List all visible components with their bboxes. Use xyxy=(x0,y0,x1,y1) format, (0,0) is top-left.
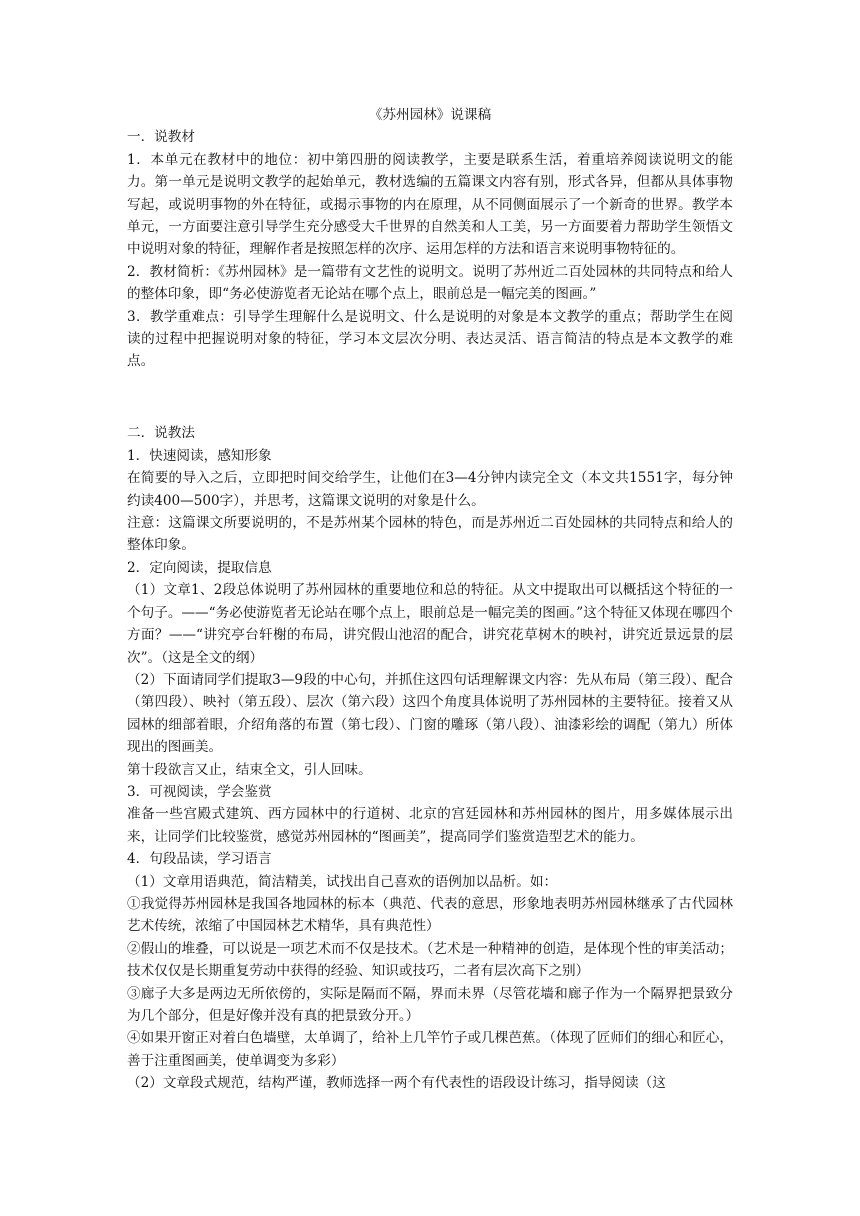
document-body xyxy=(127,126,733,1094)
paragraph: 3．教学重难点：引导学生理解什么是说明文、什么是说明的对象是本文教学的重点；帮助学生在阅读的过程中把握说明对象的特征，学习本文层次分明、表达灵活、语言简洁的特点是本文教学的难点。 xyxy=(127,308,733,370)
blank-line xyxy=(127,386,733,408)
paragraph: （2）文章段式规范，结构严谨，教师选择一两个有代表性的语段设计练习，指导阅读（这 xyxy=(127,1075,666,1092)
paragraph: 注意：这篇课文所要说明的，不是苏州某个园林的特色，而是苏州近二百处园林的共同特点和给人的整体印象。 xyxy=(127,515,733,554)
paragraph: ①我觉得苏州园林是我国各地园林的标本（典范、代表的意思，形象地表明苏州园林继承了古代园林艺术传统，浓缩了中国园林艺术精华，具有典范性） xyxy=(127,895,733,935)
paragraph: ④如果开窗正对着白色墙壁，太单调了，给补上几竿竹子或几棵芭蕉。（体现了匠师们的细心和匠心，善于注重图画美，使单调变为多彩） xyxy=(127,1030,733,1069)
paragraph: 一．说教材 xyxy=(127,129,195,146)
paragraph: （2）下面请同学们提取3—9段的中心句，并抓住这四句话理解课文内容：先从布局（第三段）、配合（第四段）、映衬（第五段）、层次（第六段）这四个角度具体说明了苏州园林的主要特征。接着又从园林的细部着眼，介绍角落的布置（第七段）、门窗的雕琢（第八段）、油漆彩绘的调配（第九）所体现出的图画美。 xyxy=(127,671,733,756)
paragraph: 2．定向阅读，提取信息 xyxy=(127,559,272,576)
paragraph: 二．说教法 xyxy=(127,425,195,442)
paragraph: 3．可视阅读，学会鉴赏 xyxy=(127,783,272,800)
paragraph: 2．教材简析：《苏州园林》是一篇带有文艺性的说明文。说明了苏州近二百处园林的共同特点和给人的整体印象，即“务必使游览者无论站在哪个点上，眼前总是一幅完美的图画。” xyxy=(127,263,733,303)
paragraph: 4．句段品读，学习语言 xyxy=(127,851,272,868)
paragraph: ②假山的堆叠，可以说是一项艺术而不仅是技术。（艺术是一种精神的创造，是体现个性的审美活动；技术仅仅是长期重复劳动中获得的经验、知识或技巧，二者有层次高下之别） xyxy=(127,940,733,980)
paragraph: 在简要的导入之后，立即把时间交给学生，让他们在3—4分钟内读完全文（本文共1551字，每分钟约读400—500字），并思考，这篇课文说明的对象是什么。 xyxy=(127,470,733,509)
paragraph: （1）文章1、2段总体说明了苏州园林的重要地位和总的特征。从文中提取出可以概括这个特征的一个句子。——“务必使游览者无论站在哪个点上，眼前总是一幅完美的图画。”这个特征又体现在哪四个方面？——“讲究亭台轩榭的布局，讲究假山池沼的配合，讲究花草树木的映衬，讲究近景远景的层次”。（这是全文的纲） xyxy=(127,582,733,666)
paragraph: 1．本单元在教材中的地位：初中第四册的阅读教学，主要是联系生活，着重培养阅读说明文的能力。第一单元是说明文教学的起始单元，教材选编的五篇课文内容有别，形式各异，但都从具体事物写起，或说明事物的外在特征，或揭示事物的内在原理，从不同侧面展示了一个新奇的世界。教学本单元，一方面要注意引导学生充分感受大千世界的自然美和人工美，另一方面要着力帮助学生领悟文中说明对象的特征，理解作者是按照怎样的次序、运用怎样的方法和语言来说明事物特征的。 xyxy=(127,151,733,258)
document-title: 《苏州园林》说课稿 xyxy=(368,107,492,123)
paragraph: 准备一些宫殿式建筑、西方园林中的行道树、北京的宫廷园林和苏州园林的图片，用多媒体展示出来，让同学们比较鉴赏，感觉苏州园林的“图画美”，提高同学们鉴赏造型艺术的能力。 xyxy=(127,806,733,845)
document-page xyxy=(127,104,733,1095)
paragraph: ③廊子大多是两边无所依傍的，实际是隔而不隔，界而未界（尽管花墙和廊子作为一个隔界把景致分为几个部分，但是好像并没有真的把景致分开。） xyxy=(127,985,733,1025)
paragraph: 第十段欲言又止，结束全文，引人回味。 xyxy=(127,761,372,778)
paragraph: （1）文章用语典范，简洁精美，试找出自己喜欢的语例加以品析。如： xyxy=(127,873,558,890)
paragraph: 1．快速阅读，感知形象 xyxy=(127,447,272,464)
